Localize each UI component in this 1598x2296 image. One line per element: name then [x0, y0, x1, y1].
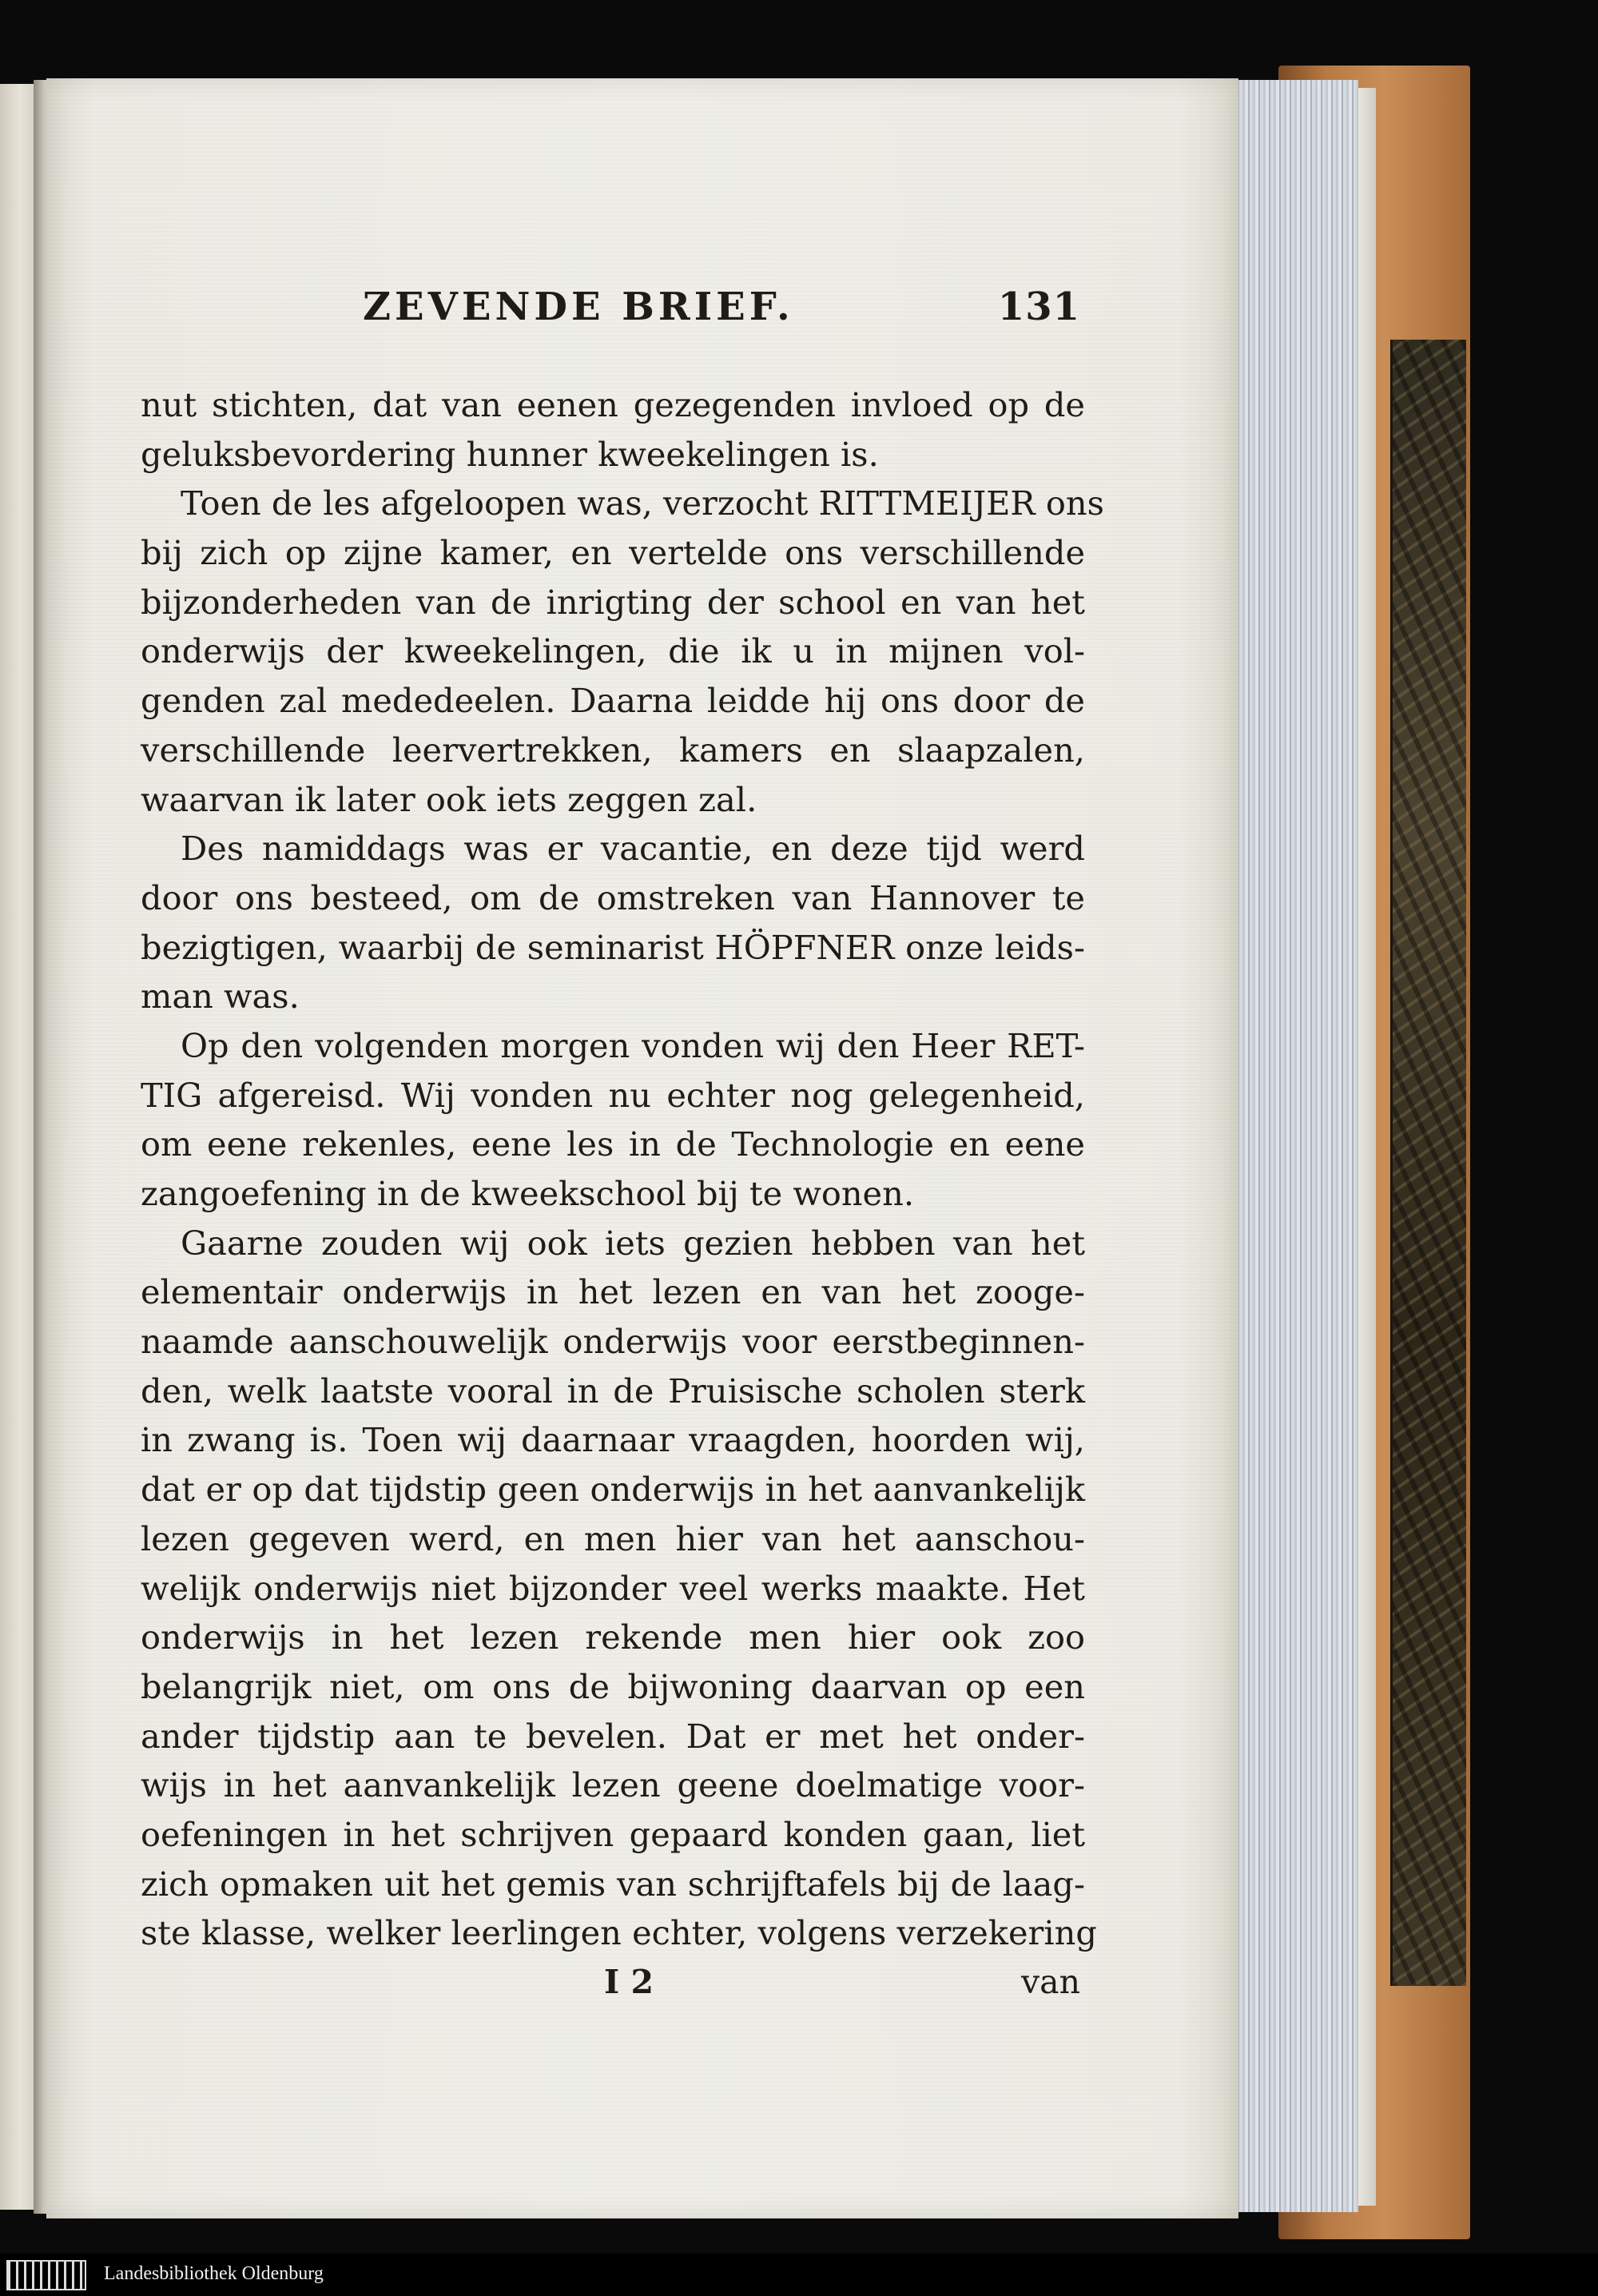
text-line: bij zich op zijne kamer, en vertelde ons verschillende	[141, 533, 1085, 573]
page-footer	[141, 1963, 1085, 2019]
text-line: wijs in het aanvankelijk lezen geene doelmatige voor-	[141, 1765, 1085, 1805]
library-watermark-bar	[0, 2254, 1598, 2296]
page-block-edges	[1230, 80, 1358, 2212]
text-line: ander tijdstip aan te bevelen. Dat er met het onder-	[141, 1716, 1085, 1756]
text-line: nut stichten, dat van eenen gezegenden invloed op de	[141, 385, 1085, 424]
text-line: bijzonderheden van de inrigting der school en van het	[141, 582, 1085, 622]
text-line: om eene rekenles, eene les in de Technologie en eene	[141, 1124, 1085, 1164]
text-line: ste klasse, welker leerlingen echter, volgens verzekering	[141, 1913, 1097, 1953]
page-content	[141, 277, 1104, 2019]
text-line: belangrijk niet, om ons de bijwoning daarvan op een	[141, 1666, 1085, 1706]
running-title: ZEVENDE BRIEF.	[363, 285, 794, 329]
text-line: in zwang is. Toen wij daarnaar vraagden, hoorden wij,	[141, 1420, 1085, 1460]
text-line: dat er op dat tijdstip geen onderwijs in het aanvankelijk	[141, 1470, 1085, 1510]
text-line: Gaarne zouden wij ook iets gezien hebben van het	[181, 1223, 1085, 1263]
running-header	[141, 277, 1085, 356]
text-line: verschillende leervertrekken, kamers en slaapzalen,	[141, 730, 1085, 770]
previous-page-edge	[0, 84, 35, 2210]
catchword: van	[1020, 1963, 1080, 2001]
text-line: naamde aanschouwelijk onderwijs voor eerstbeginnen-	[141, 1322, 1085, 1362]
library-building-icon	[6, 2260, 86, 2290]
text-line: elementair onderwijs in het lezen en van het zooge-	[141, 1272, 1085, 1312]
page-number: 131	[997, 285, 1080, 329]
text-line: lezen gegeven werd, en men hier van het aanschou-	[141, 1518, 1085, 1558]
text-line: door ons besteed, om de omstreken van Hannover te	[141, 877, 1085, 917]
text-line: zich opmaken uit het gemis van schrijftafels bij de laag-	[141, 1864, 1085, 1904]
signature-mark: I 2	[604, 1963, 654, 2001]
text-line: onderwijs der kweekelingen, die ik u in mijnen vol-	[141, 631, 1085, 671]
book-cover-marbled-paper	[1390, 340, 1466, 1986]
book-page	[46, 78, 1238, 2218]
text-line: TIG afgereisd. Wij vonden nu echter nog gelegenheid,	[141, 1075, 1085, 1115]
library-label: Landesbibliothek Oldenburg	[104, 2263, 324, 2284]
text-line: geluksbevordering hunner kweekelingen is.	[141, 434, 879, 474]
text-line: welijk onderwijs niet bijzonder veel werks maakte. Het	[141, 1568, 1085, 1608]
text-line: Toen de les afgeloopen was, verzocht RITTMEIJER ons	[181, 483, 1104, 523]
text-line: Op den volgenden morgen vonden wij den Heer RET-	[181, 1025, 1085, 1065]
text-line: oefeningen in het schrijven gepaard konden gaan, liet	[141, 1814, 1085, 1854]
text-line: Des namiddags was er vacantie, en deze tijd werd	[181, 829, 1085, 869]
text-line: waarvan ik later ook iets zeggen zal.	[141, 779, 757, 819]
text-line: man was.	[141, 977, 300, 1017]
text-line: bezigtigen, waarbij de seminarist HÖPFNER onze leids-	[141, 927, 1085, 967]
body-text	[141, 380, 1104, 1958]
text-line: genden zal mededeelen. Daarna leidde hij ons door de	[141, 681, 1085, 721]
text-line: zangoefening in de kweekschool bij te wonen.	[141, 1174, 915, 1213]
text-line: onderwijs in het lezen rekende men hier ook zoo	[141, 1618, 1085, 1657]
text-line: den, welk laatste vooral in de Pruisische scholen sterk	[141, 1371, 1085, 1411]
